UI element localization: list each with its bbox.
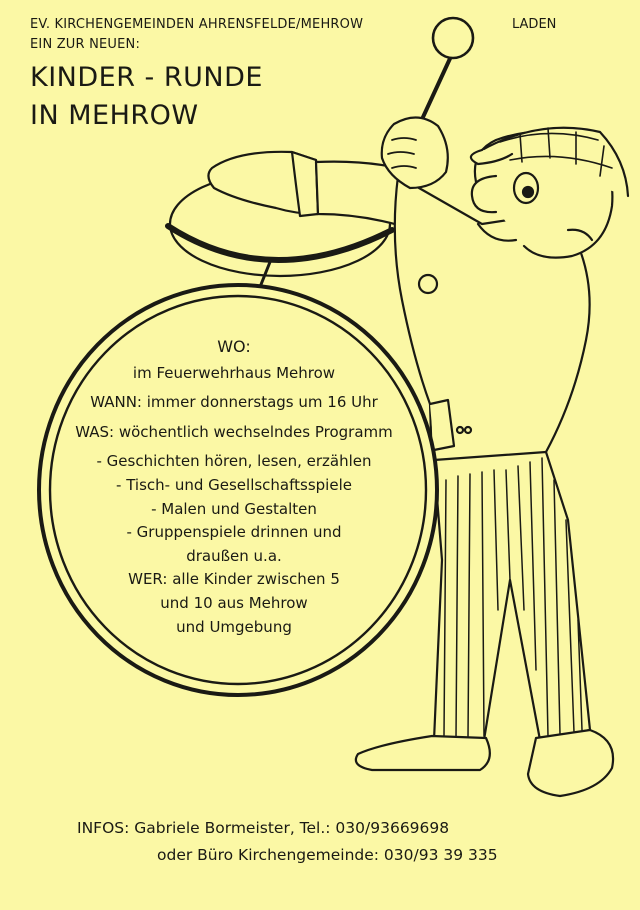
header-line-2: EIN ZUR NEUEN: [30, 37, 141, 52]
contact-line-1: INFOS: Gabriele Bormeister, Tel.: 030/93669698 [77, 819, 450, 837]
jacket-button [419, 275, 437, 293]
wer-line: und Umgebung [176, 617, 292, 636]
wo-label: WO: [217, 337, 251, 356]
program-item: draußen u.a. [186, 546, 282, 565]
program-item: - Geschichten hören, lesen, erzählen [96, 452, 372, 471]
program-item: - Tisch- und Gesellschaftsspiele [116, 475, 352, 494]
contact-info [77, 815, 498, 869]
drum-text-block [52, 335, 416, 639]
right-shoe [528, 730, 613, 796]
left-shoe [356, 736, 490, 770]
contact-line-2: oder Büro Kirchengemeinde: 030/93 39 335 [157, 846, 498, 864]
program-item: - Malen und Gestalten [151, 499, 317, 518]
wann-line: WANN: immer donnerstags um 16 Uhr [90, 393, 378, 412]
title-line-2: IN MEHROW [30, 100, 199, 131]
was-line: WAS: wöchentlich wechselndes Programm [75, 422, 393, 441]
wer-line: WER: alle Kinder zwischen 5 [128, 570, 340, 589]
striped-trousers [434, 452, 590, 740]
wer-line: und 10 aus Mehrow [160, 593, 308, 612]
header-line-1: EV. KIRCHENGEMEINDEN AHRENSFELDE/MEHROW [30, 17, 364, 32]
header-line-1-right: LADEN [512, 17, 557, 32]
title-line-1: KINDER - RUNDE [30, 62, 263, 93]
drumstick [418, 18, 473, 128]
program-item: - Gruppenspiele drinnen und [126, 523, 342, 542]
drummer-head [471, 128, 628, 258]
wo-value: im Feuerwehrhaus Mehrow [132, 363, 336, 382]
